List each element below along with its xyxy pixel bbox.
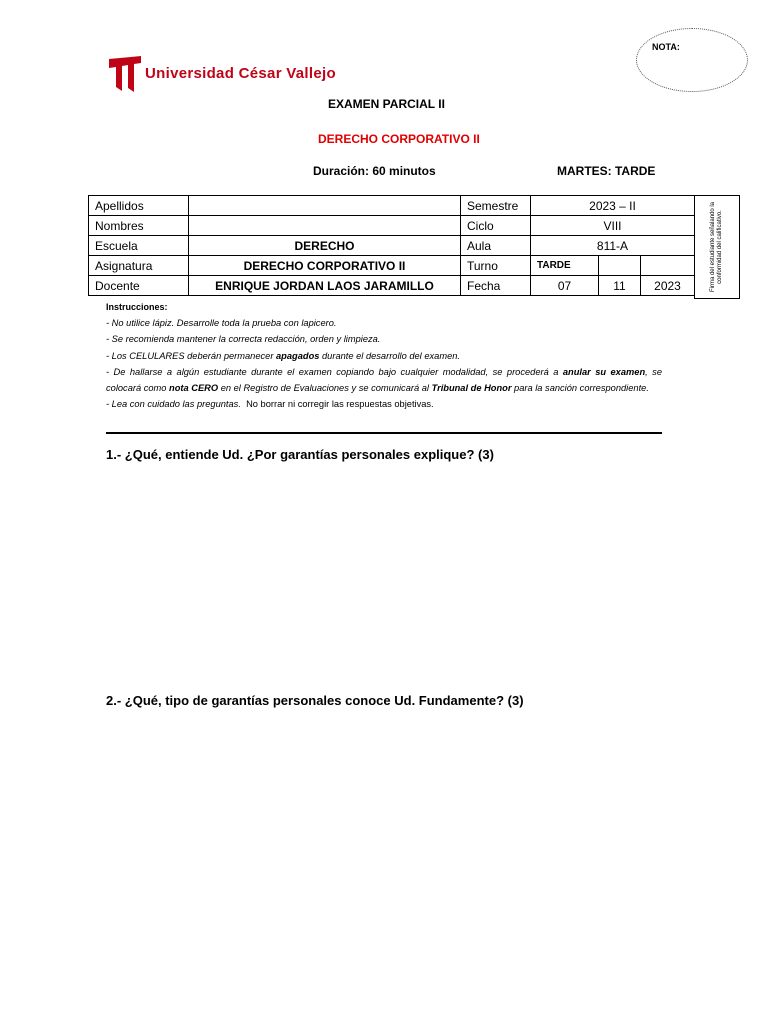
table-row (89, 216, 695, 236)
instruction-text: - Los CELULARES deberán permanecer (106, 350, 277, 361)
turno-empty-cell (641, 256, 695, 276)
signature-note: Firma del estudiante señalando la conformidad del calificativo. (710, 201, 723, 293)
aula-label: Aula (461, 236, 531, 256)
asignatura-label: Asignatura (89, 256, 189, 276)
question-1: 1.- ¿Qué, entiende Ud. ¿Por garantías personales explique? (3) (106, 447, 494, 462)
exam-schedule: MARTES: TARDE (557, 164, 656, 178)
instructions-heading: Instrucciones: (106, 302, 168, 312)
table-row (89, 236, 695, 256)
student-info-table (88, 195, 695, 296)
apellidos-field[interactable] (189, 196, 461, 216)
instruction-text: en el Registro de Evaluaciones y se comunicará al (218, 383, 432, 394)
nombres-label: Nombres (89, 216, 189, 236)
instruction-emphasis: anular su examen (562, 366, 646, 377)
docente-value: ENRIQUE JORDAN LAOS JARAMILLO (189, 276, 461, 296)
ciclo-label: Ciclo (461, 216, 531, 236)
fecha-label: Fecha (461, 276, 531, 296)
instruction-item (106, 396, 662, 412)
instruction-item (106, 364, 662, 396)
turno-label: Turno (461, 256, 531, 276)
exam-duration: Duración: 60 minutos (313, 164, 436, 178)
apellidos-label: Apellidos (89, 196, 189, 216)
instruction-text: para la sanción correspondiente. (511, 383, 649, 394)
instruction-text: - Lea con cuidado las preguntas. (106, 399, 241, 410)
instruction-text: durante el desarrollo del examen. (319, 350, 460, 361)
escuela-label: Escuela (89, 236, 189, 256)
table-row (89, 256, 695, 276)
instruction-text: , se colocará como (106, 366, 662, 394)
instruction-text: - De hallarse a algún estudiante durante el examen copiando bajo cualquier modalidad, se procederá a (106, 366, 563, 377)
instruction-emphasis: Tribunal de Honor (431, 383, 512, 394)
instruction-emphasis: apagados (276, 350, 320, 361)
fecha-year: 2023 (641, 276, 695, 296)
fecha-day: 07 (531, 276, 599, 296)
table-row (89, 276, 695, 296)
signature-box[interactable] (694, 195, 740, 299)
university-name: Universidad César Vallejo (145, 65, 336, 82)
semestre-label: Semestre (461, 196, 531, 216)
ciclo-value: VIII (531, 216, 695, 236)
instruction-item (106, 348, 662, 364)
divider (106, 432, 662, 434)
aula-value: 811-A (531, 236, 695, 256)
semestre-value: 2023 – II (531, 196, 695, 216)
instructions (106, 299, 662, 412)
fecha-month: 11 (599, 276, 641, 296)
instruction-item: - Se recomienda mantener la correcta redacción, orden y limpieza. (106, 334, 381, 345)
instruction-item: - No utilice lápiz. Desarrolle toda la prueba con lapicero. (106, 318, 337, 329)
turno-value: TARDE (531, 256, 599, 276)
asignatura-value: DERECHO CORPORATIVO II (189, 256, 461, 276)
turno-empty-cell (599, 256, 641, 276)
question-2: 2.- ¿Qué, tipo de garantías personales conoce Ud. Fundamente? (3) (106, 693, 524, 708)
exam-title: EXAMEN PARCIAL II (328, 97, 445, 111)
table-row (89, 196, 695, 216)
escuela-value: DERECHO (189, 236, 461, 256)
grade-label: NOTA: (652, 42, 680, 52)
instruction-emphasis: nota CERO (169, 383, 219, 394)
nombres-field[interactable] (189, 216, 461, 236)
course-title: DERECHO CORPORATIVO II (318, 132, 480, 146)
grade-box (636, 28, 748, 92)
docente-label: Docente (89, 276, 189, 296)
instruction-text: No borrar ni corregir las respuestas objetivas. (240, 399, 434, 410)
